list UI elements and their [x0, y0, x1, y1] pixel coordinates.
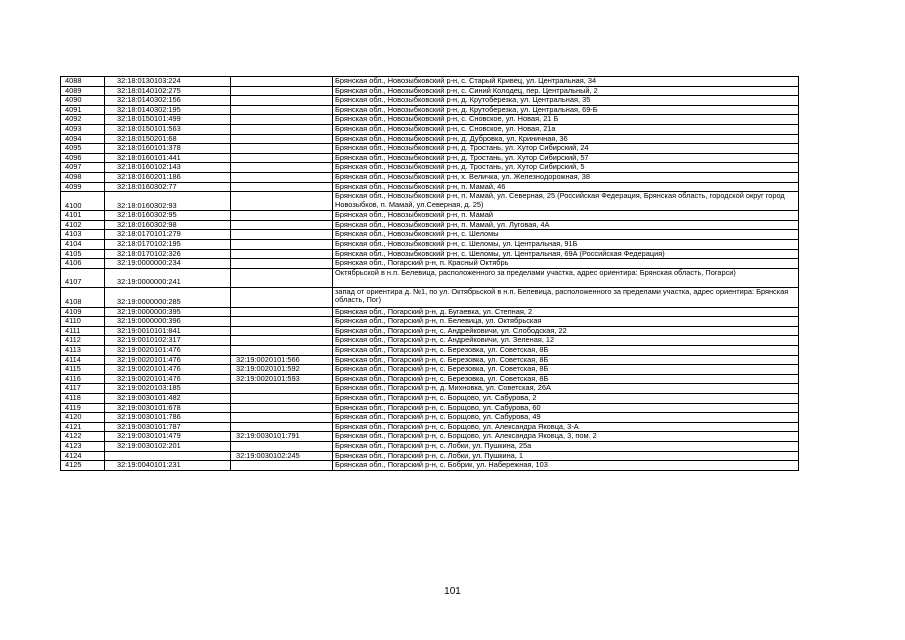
cadastral-number-cell: 32:19:0030101:482 [105, 394, 231, 404]
cadastral-number-cell: 32:18:0160302:77 [105, 182, 231, 192]
row-number-cell: 4096 [61, 153, 105, 163]
cadastral-number-cell: 32:19:0000000:241 [105, 268, 231, 287]
row-number-cell: 4104 [61, 239, 105, 249]
address-cell: Октябрьской в н.п. Белевица, расположенного за пределами участка, адрес ориентира: Брянская область, Погарси) [333, 268, 799, 287]
object-cadastral-number-cell [231, 230, 333, 240]
table-row [61, 374, 799, 384]
row-number-cell: 4118 [61, 394, 105, 404]
object-cadastral-number-cell: 32:19:0030102:245 [231, 451, 333, 461]
row-number-cell: 4092 [61, 115, 105, 125]
object-cadastral-number-cell [231, 192, 333, 211]
object-cadastral-number-cell [231, 287, 333, 307]
address-cell: Брянская обл., Новозыбковский р-н, д. Дубровка, ул. Криничная, 36 [333, 134, 799, 144]
object-cadastral-number-cell [231, 144, 333, 154]
object-cadastral-number-cell [231, 134, 333, 144]
cadastral-number-cell: 32:18:0140102:275 [105, 86, 231, 96]
cadastral-number-cell: 32:18:0150101:563 [105, 124, 231, 134]
row-number-cell: 4111 [61, 326, 105, 336]
row-number-cell: 4120 [61, 413, 105, 423]
cadastral-number-cell: 32:18:0140302:195 [105, 105, 231, 115]
object-cadastral-number-cell [231, 384, 333, 394]
table-row [61, 211, 799, 221]
object-cadastral-number-cell [231, 115, 333, 125]
cadastral-number-cell: 32:19:0000000:234 [105, 259, 231, 269]
table-row [61, 182, 799, 192]
row-number-cell: 4112 [61, 336, 105, 346]
cadastral-number-cell: 32:18:0150101:499 [105, 115, 231, 125]
table-row [61, 239, 799, 249]
address-cell: Брянская обл., Погарский р-н, с. Борщово, ул. Сабурова, 49 [333, 413, 799, 423]
cadastral-number-cell: 32:18:0160201:186 [105, 172, 231, 182]
row-number-cell: 4091 [61, 105, 105, 115]
row-number-cell: 4123 [61, 442, 105, 452]
row-number-cell: 4116 [61, 374, 105, 384]
address-cell: Брянская обл., Новозыбковский р-н, п. Мамай, 46 [333, 182, 799, 192]
table-row [61, 384, 799, 394]
object-cadastral-number-cell [231, 317, 333, 327]
cadastral-number-cell: 32:19:0000000:285 [105, 287, 231, 307]
table-row [61, 163, 799, 173]
table-row [61, 134, 799, 144]
object-cadastral-number-cell [231, 259, 333, 269]
object-cadastral-number-cell [231, 413, 333, 423]
row-number-cell: 4114 [61, 355, 105, 365]
table-row [61, 355, 799, 365]
address-cell: Брянская обл., Погарский р-н, с. Березовка, ул. Советская, 8Б [333, 355, 799, 365]
object-cadastral-number-cell [231, 105, 333, 115]
cadastral-number-cell: 32:19:0030101:786 [105, 413, 231, 423]
address-cell: Брянская обл., Новозыбковский р-н, с. Шеломы, ул. Центральная, 91Б [333, 239, 799, 249]
registry-table-body [61, 77, 799, 471]
object-cadastral-number-cell [231, 163, 333, 173]
address-cell: Брянская обл., Новозыбковский р-н, п. Мамай [333, 211, 799, 221]
row-number-cell: 4106 [61, 259, 105, 269]
address-cell: Брянская обл., Новозыбковский р-н, с. Сновское, ул. Новая, 21 Б [333, 115, 799, 125]
table-row [61, 230, 799, 240]
address-cell: Брянская обл., Погарский р-н, п. Красный Октябрь [333, 259, 799, 269]
address-cell: Брянская обл., Новозыбковский р-н, д. Тростань, ул. Хутор Сибирский, 5 [333, 163, 799, 173]
object-cadastral-number-cell: 32:19:0030101:791 [231, 432, 333, 442]
row-number-cell: 4088 [61, 77, 105, 87]
address-cell: Брянская обл., Новозыбковский р-н, д. Тростань, ул. Хутор Сибирский, 24 [333, 144, 799, 154]
table-row [61, 96, 799, 106]
cadastral-number-cell: 32:18:0160101:441 [105, 153, 231, 163]
address-cell: Брянская обл., Новозыбковский р-н, п. Мамай, ул. Северная, 25 (Российская Федерация, Брянская область, городской округ город Новозыбков, п. Мамай, ул.Северная, д. 25) [333, 192, 799, 211]
row-number-cell: 4101 [61, 211, 105, 221]
row-number-cell: 4121 [61, 422, 105, 432]
table-row [61, 413, 799, 423]
cadastral-number-cell: 32:19:0030101:479 [105, 432, 231, 442]
cadastral-number-cell: 32:19:0020101:476 [105, 355, 231, 365]
object-cadastral-number-cell [231, 124, 333, 134]
table-row [61, 124, 799, 134]
object-cadastral-number-cell: 32:19:0020101:592 [231, 365, 333, 375]
table-row [61, 346, 799, 356]
row-number-cell: 4103 [61, 230, 105, 240]
object-cadastral-number-cell [231, 239, 333, 249]
table-row [61, 461, 799, 471]
cadastral-number-cell: 32:19:0030101:787 [105, 422, 231, 432]
address-cell: Брянская обл., Погарский р-н, с. Березовка, ул. Советская, 8Б [333, 365, 799, 375]
table-row [61, 220, 799, 230]
table-row [61, 442, 799, 452]
cadastral-number-cell: 32:18:0170102:195 [105, 239, 231, 249]
address-cell: Брянская обл., Новозыбковский р-н, с. Сновское, ул. Новая, 21а [333, 124, 799, 134]
table-row [61, 153, 799, 163]
address-cell: Брянская обл., Погарский р-н, с. Борщово, ул. Александра Яковца, 3-А [333, 422, 799, 432]
row-number-cell: 4099 [61, 182, 105, 192]
address-cell: Брянская обл., Новозыбковский р-н, с. Шеломы [333, 230, 799, 240]
row-number-cell: 4115 [61, 365, 105, 375]
row-number-cell: 4105 [61, 249, 105, 259]
row-number-cell: 4107 [61, 268, 105, 287]
table-row [61, 422, 799, 432]
address-cell: Брянская обл., Погарский р-н, с. Березовка, ул. Советская, 8Б [333, 374, 799, 384]
address-cell: Брянская обл., Погарский р-н, с. Березовка, ул. Советская, 8Б [333, 346, 799, 356]
row-number-cell: 4125 [61, 461, 105, 471]
table-row [61, 432, 799, 442]
address-cell: Брянская обл., Новозыбковский р-н, п. Мамай, ул. Луговая, 4А [333, 220, 799, 230]
row-number-cell: 4094 [61, 134, 105, 144]
row-number-cell: 4102 [61, 220, 105, 230]
object-cadastral-number-cell [231, 346, 333, 356]
address-cell: Брянская обл., Погарский р-н, с. Бобрик, ул. Набережная, 103 [333, 461, 799, 471]
table-row [61, 144, 799, 154]
cadastral-number-cell: 32:19:0020101:476 [105, 374, 231, 384]
object-cadastral-number-cell [231, 326, 333, 336]
row-number-cell: 4108 [61, 287, 105, 307]
row-number-cell: 4110 [61, 317, 105, 327]
cadastral-number-cell: 32:18:0150201:68 [105, 134, 231, 144]
table-row [61, 317, 799, 327]
object-cadastral-number-cell [231, 268, 333, 287]
cadastral-number-cell: 32:19:0010102:317 [105, 336, 231, 346]
cadastral-number-cell: 32:19:0010101:841 [105, 326, 231, 336]
row-number-cell: 4098 [61, 172, 105, 182]
table-row [61, 105, 799, 115]
table-row [61, 259, 799, 269]
table-row [61, 336, 799, 346]
table-row [61, 172, 799, 182]
cadastral-number-cell: 32:19:0020101:476 [105, 346, 231, 356]
object-cadastral-number-cell [231, 153, 333, 163]
object-cadastral-number-cell [231, 96, 333, 106]
table-row [61, 307, 799, 317]
cadastral-number-cell: 32:18:0160102:143 [105, 163, 231, 173]
cadastral-number-cell: 32:19:0030101:678 [105, 403, 231, 413]
cadastral-number-cell: 32:18:0160302:98 [105, 220, 231, 230]
cadastral-number-cell: 32:18:0170102:326 [105, 249, 231, 259]
row-number-cell: 4100 [61, 192, 105, 211]
address-cell: Брянская обл., Новозыбковский р-н, д. Крутоберезка, ул. Центральная, 35 [333, 96, 799, 106]
object-cadastral-number-cell [231, 442, 333, 452]
table-row [61, 77, 799, 87]
cadastral-number-cell: 32:19:0000000:395 [105, 307, 231, 317]
address-cell: Брянская обл., Погарский р-н, с. Андрейковичи, ул. Зеленая, 12 [333, 336, 799, 346]
table-row [61, 403, 799, 413]
address-cell: Брянская обл., Погарский р-н, д. Михновка, ул. Советская, 26А [333, 384, 799, 394]
address-cell: Брянская обл., Новозыбковский р-н, д. Тростань, ул. Хутор Сибирский, 57 [333, 153, 799, 163]
cadastral-number-cell: 32:19:0020103:185 [105, 384, 231, 394]
address-cell: Брянская обл., Новозыбковский р-н, д. Крутоберезка, ул. Центральная, 69-Б [333, 105, 799, 115]
object-cadastral-number-cell [231, 461, 333, 471]
table-row [61, 249, 799, 259]
page-number: 101 [444, 586, 461, 597]
cadastral-number-cell: 32:19:0020101:476 [105, 365, 231, 375]
address-cell: запад от ориентира д. №1, по ул. Октябрьской в н.п. Белевица, расположенного за пределами участка, адрес ориентира: Брянская область, Пог) [333, 287, 799, 307]
row-number-cell: 4095 [61, 144, 105, 154]
cadastral-number-cell: 32:18:0170101:279 [105, 230, 231, 240]
cadastral-number-cell: 32:19:0040101:231 [105, 461, 231, 471]
row-number-cell: 4113 [61, 346, 105, 356]
cadastral-number-cell [105, 451, 231, 461]
address-cell: Брянская обл., Новозыбковский р-н, х. Величка, ул. Железнодорожная, 38 [333, 172, 799, 182]
object-cadastral-number-cell [231, 172, 333, 182]
object-cadastral-number-cell [231, 422, 333, 432]
cadastral-number-cell: 32:18:0140302:156 [105, 96, 231, 106]
address-cell: Брянская обл., Погарский р-н, с. Андрейковичи, ул. Слободская, 22 [333, 326, 799, 336]
object-cadastral-number-cell [231, 394, 333, 404]
address-cell: Брянская обл., Погарский р-н, д. Бугаевка, ул. Степная, 2 [333, 307, 799, 317]
address-cell: Брянская обл., Новозыбковский р-н, с. Шеломы, ул. Центральная, 69А (Российская Федерация) [333, 249, 799, 259]
address-cell: Брянская обл., Новозыбковский р-н, с. Старый Кривец, ул. Центральная, 34 [333, 77, 799, 87]
table-row [61, 115, 799, 125]
cadastral-number-cell: 32:18:0160101:378 [105, 144, 231, 154]
object-cadastral-number-cell [231, 220, 333, 230]
object-cadastral-number-cell [231, 307, 333, 317]
address-cell: Брянская обл., Погарский р-н, с. Лобки, ул. Пушкина, 1 [333, 451, 799, 461]
registry-table [60, 76, 799, 471]
object-cadastral-number-cell [231, 403, 333, 413]
object-cadastral-number-cell [231, 249, 333, 259]
table-row [61, 394, 799, 404]
cadastral-number-cell: 32:19:0030102:201 [105, 442, 231, 452]
table-row [61, 192, 799, 211]
address-cell: Брянская обл., Погарский р-н, с. Борщово, ул. Сабурова, 2 [333, 394, 799, 404]
row-number-cell: 4124 [61, 451, 105, 461]
address-cell: Брянская обл., Погарский р-н, с. Борщово, ул. Александра Яковца, 3, пом. 2 [333, 432, 799, 442]
address-cell: Брянская обл., Погарский р-н, с. Борщово, ул. Сабурова, 60 [333, 403, 799, 413]
cadastral-number-cell: 32:18:0160302:95 [105, 211, 231, 221]
object-cadastral-number-cell [231, 336, 333, 346]
object-cadastral-number-cell [231, 182, 333, 192]
cadastral-number-cell: 32:19:0000000:396 [105, 317, 231, 327]
cadastral-number-cell: 32:18:0130103:224 [105, 77, 231, 87]
table-row [61, 326, 799, 336]
table-row [61, 451, 799, 461]
row-number-cell: 4119 [61, 403, 105, 413]
row-number-cell: 4093 [61, 124, 105, 134]
table-row [61, 287, 799, 307]
address-cell: Брянская обл., Погарский р-н, п. Белевица, ул. Октябрьская [333, 317, 799, 327]
table-row [61, 365, 799, 375]
object-cadastral-number-cell [231, 211, 333, 221]
object-cadastral-number-cell: 32:19:0020101:566 [231, 355, 333, 365]
row-number-cell: 4109 [61, 307, 105, 317]
address-cell: Брянская обл., Погарский р-н, с. Лобки, ул. Пушкина, 25а [333, 442, 799, 452]
table-row [61, 86, 799, 96]
table-row [61, 268, 799, 287]
object-cadastral-number-cell [231, 77, 333, 87]
address-cell: Брянская обл., Новозыбковский р-н, с. Синий Колодец, пер. Центральный, 2 [333, 86, 799, 96]
row-number-cell: 4117 [61, 384, 105, 394]
cadastral-number-cell: 32:18:0160302:93 [105, 192, 231, 211]
object-cadastral-number-cell: 32:19:0020101:593 [231, 374, 333, 384]
row-number-cell: 4122 [61, 432, 105, 442]
object-cadastral-number-cell [231, 86, 333, 96]
row-number-cell: 4097 [61, 163, 105, 173]
row-number-cell: 4090 [61, 96, 105, 106]
row-number-cell: 4089 [61, 86, 105, 96]
